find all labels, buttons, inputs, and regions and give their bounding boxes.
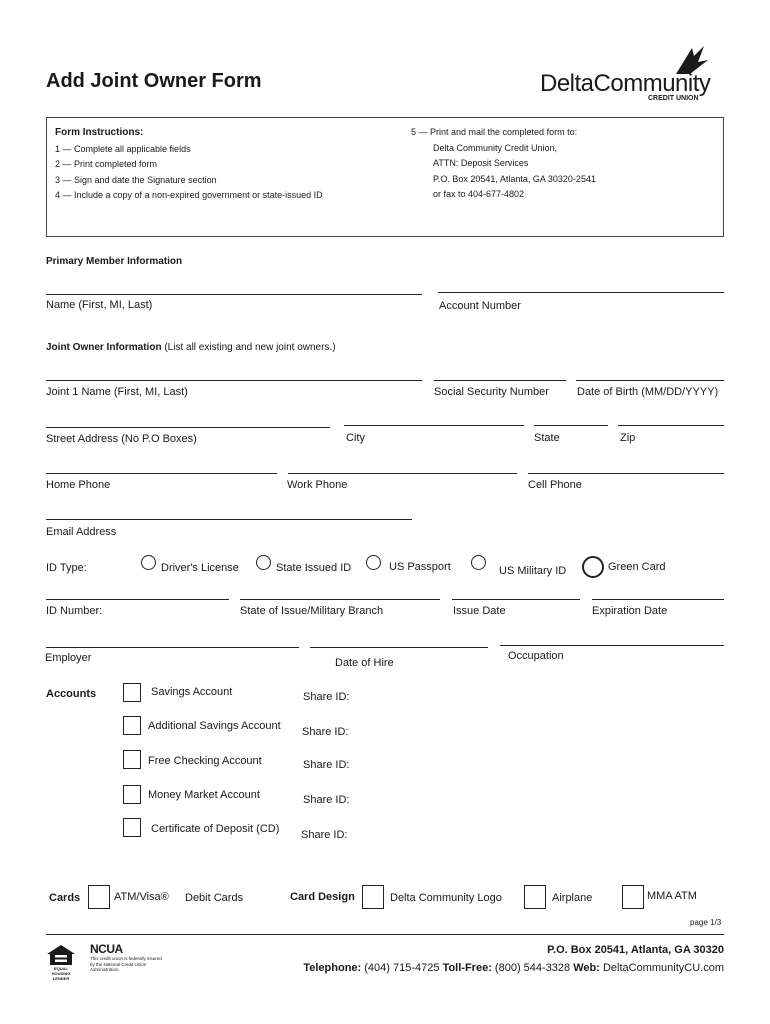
instruction-item: 3 — Sign and date the Signature section [55,175,217,185]
id-type-drivers-license-radio[interactable] [141,555,156,570]
mail-line: ATTN: Deposit Services [433,158,529,168]
name-label: Name (First, MI, Last) [46,299,153,311]
share-id-label: Share ID: [303,691,350,703]
page-title: Add Joint Owner Form [46,70,262,92]
instruction-item: 2 — Print completed form [55,159,158,169]
issue-date-label: Issue Date [453,605,506,617]
debit-cards-label: Debit Cards [185,892,244,904]
id-state-field[interactable] [240,599,440,600]
ncua-text: This credit union is federally insured by the National Credit Union Administration. [90,956,162,972]
street-field[interactable] [46,427,330,428]
page-number: page 1/3 [690,918,722,927]
name-field[interactable] [46,294,422,295]
account-number-field[interactable] [438,292,724,293]
mail-line: Delta Community Credit Union, [433,143,558,153]
footer-divider [46,934,724,935]
account-label: Free Checking Account [148,755,262,767]
account-number-label: Account Number [439,300,521,312]
telephone-label: Telephone: [303,962,362,974]
equal-housing-lender-logo [46,944,76,981]
account-label: Savings Account [151,686,233,698]
joint-heading-bold: Joint Owner Information [46,342,162,353]
airplane-design-checkbox[interactable] [524,885,546,909]
employer-field[interactable] [46,647,299,648]
email-field[interactable] [46,519,412,520]
id-type-option-label: Driver's License [161,562,239,574]
street-label: Street Address (No P.O Boxes) [46,433,197,445]
house-icon [46,944,76,966]
id-type-military-radio[interactable] [471,555,486,570]
footer-address: P.O. Box 20541, Atlanta, GA 30320 [547,944,724,956]
zip-field[interactable] [618,425,724,426]
id-type-option-label: US Military ID [499,565,567,577]
id-number-label: ID Number: [46,605,103,617]
mail-line: P.O. Box 20541, Atlanta, GA 30320-2541 [433,174,596,184]
logo [540,44,730,104]
home-phone-label: Home Phone [46,479,111,491]
ssn-field[interactable] [434,380,566,381]
id-type-option-label: State Issued ID [276,562,352,574]
mail-line: or fax to 404-677-4802 [433,189,525,199]
tollfree-value: (800) 544-3328 [494,962,571,974]
savings-account-checkbox[interactable] [123,683,141,702]
logo-subtitle: CREDIT UNION [648,95,699,102]
account-label: Certificate of Deposit (CD) [151,823,280,835]
hire-date-field[interactable] [310,647,488,648]
instruction-item: 4 — Include a copy of a non-expired government or state-issued ID [55,190,323,200]
occupation-label: Occupation [508,650,564,662]
joint-heading [46,342,336,353]
state-field[interactable] [534,425,608,426]
city-field[interactable] [344,425,524,426]
id-type-option-label: Green Card [608,561,666,573]
mail-heading: 5 — Print and mail the completed form to: [411,127,578,137]
hire-date-label: Date of Hire [335,657,394,669]
share-id-label: Share ID: [303,794,350,806]
work-phone-field[interactable] [288,473,517,474]
card-design-label: Delta Community Logo [390,892,502,904]
share-id-label: Share ID: [301,829,348,841]
id-number-field[interactable] [46,599,229,600]
issue-date-field[interactable] [452,599,580,600]
id-type-option-label: US Passport [389,561,451,573]
expiration-date-label: Expiration Date [592,605,668,617]
certificate-of-deposit-checkbox[interactable] [123,818,141,837]
share-id-label: Share ID: [302,726,349,738]
dob-label: Date of Birth (MM/DD/YYYY) [577,386,719,398]
state-label: State [534,432,560,444]
zip-label: Zip [620,432,636,444]
joint-name-label: Joint 1 Name (First, MI, Last) [46,386,188,398]
atm-visa-label: ATM/Visa® [114,891,169,903]
employer-label: Employer [45,652,92,664]
occupation-field[interactable] [500,645,724,646]
cell-phone-label: Cell Phone [528,479,582,491]
city-label: City [346,432,365,444]
joint-heading-note: (List all existing and new joint owners.) [161,342,336,353]
web-label: Web: [573,962,600,974]
share-id-label: Share ID: [303,759,350,771]
instructions-heading: Form Instructions: [55,127,144,138]
account-label: Money Market Account [148,789,260,801]
delta-logo-design-checkbox[interactable] [362,885,384,909]
additional-savings-checkbox[interactable] [123,716,141,735]
web-link[interactable]: DeltaCommunityCU.com [602,962,724,974]
ssn-label: Social Security Number [434,386,549,398]
card-design-label: Airplane [552,892,593,904]
ehl-text: EQUAL HOUSING LENDER [51,966,71,981]
instruction-item: 1 — Complete all applicable fields [55,144,191,154]
ncua-logo: NCUA [90,942,123,956]
cell-phone-field[interactable] [528,473,724,474]
tollfree-label: Toll-Free: [442,962,492,974]
atm-visa-checkbox[interactable] [88,885,110,909]
id-type-passport-radio[interactable] [366,555,381,570]
mma-atm-design-checkbox[interactable] [622,885,644,909]
account-label: Additional Savings Account [148,720,281,732]
dob-field[interactable] [576,380,724,381]
money-market-checkbox[interactable] [123,785,141,804]
card-design-heading: Card Design [290,891,355,903]
email-label: Email Address [46,526,117,538]
cards-heading: Cards [49,892,81,904]
telephone-value: (404) 715-4725 [364,962,440,974]
free-checking-checkbox[interactable] [123,750,141,769]
expiration-date-field[interactable] [592,599,724,600]
id-type-label: ID Type: [46,562,87,574]
work-phone-label: Work Phone [287,479,348,491]
footer-contact [303,962,724,974]
id-type-green-card-radio[interactable] [582,556,604,578]
id-type-state-id-radio[interactable] [256,555,271,570]
logo-wordmark: DeltaCommunity [540,70,711,97]
home-phone-field[interactable] [46,473,277,474]
card-design-label: MMA ATM [647,890,697,902]
accounts-heading: Accounts [46,688,97,700]
joint-name-field[interactable] [46,380,422,381]
primary-heading: Primary Member Information [46,256,183,267]
id-state-label: State of Issue/Military Branch [240,605,384,617]
